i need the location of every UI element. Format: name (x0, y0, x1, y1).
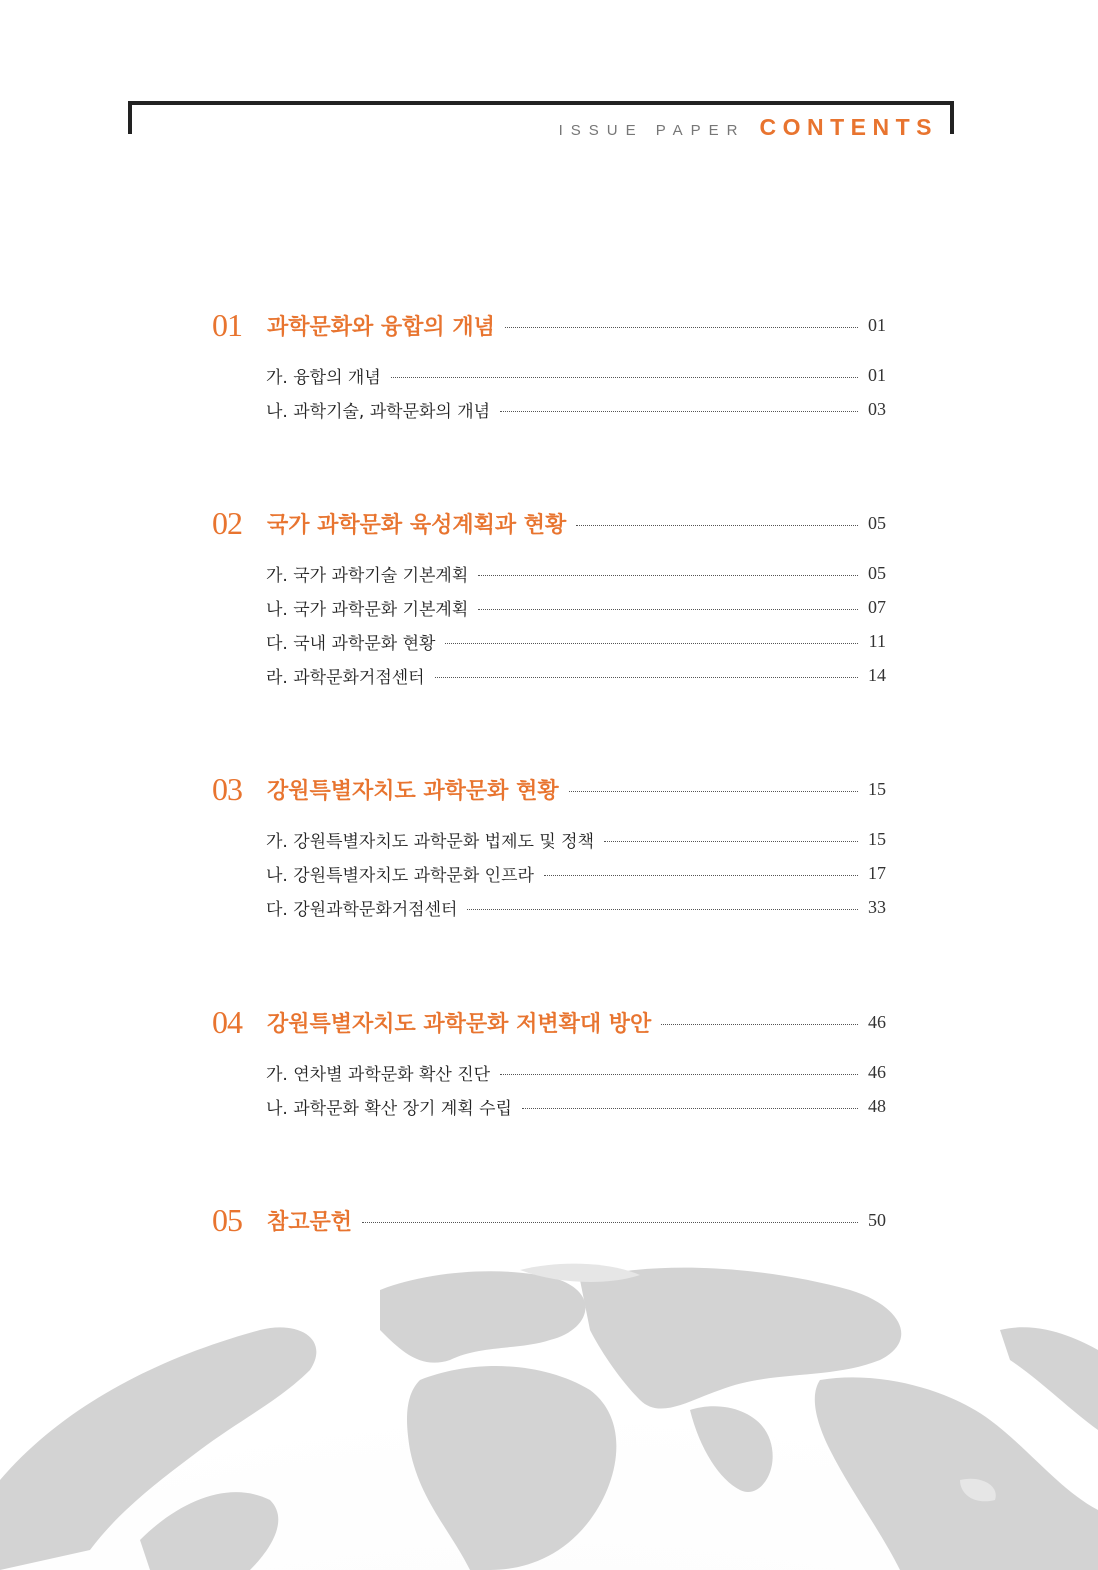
dot-leader (505, 327, 858, 328)
dot-leader (522, 1108, 858, 1109)
toc-item[interactable] (266, 595, 886, 620)
dot-leader (544, 875, 858, 876)
item-title: 나. 과학기술, 과학문화의 개념 (266, 402, 491, 422)
item-title: 나. 과학문화 확산 장기 계획 수립 (266, 1099, 512, 1119)
item-page: 48 (868, 1096, 886, 1116)
dot-leader (661, 1024, 858, 1025)
dot-leader (445, 643, 858, 644)
dot-leader (478, 575, 858, 576)
dot-leader (604, 841, 858, 842)
dot-leader (435, 677, 858, 678)
toc-item[interactable] (266, 397, 886, 422)
section-page: 50 (868, 1210, 886, 1230)
section-title: 강원특별자치도 과학문화 저변확대 방안 (267, 1012, 652, 1037)
toc-item[interactable] (266, 895, 886, 920)
item-title: 가. 연차별 과학문화 확산 진단 (266, 1065, 491, 1085)
section-page: 46 (868, 1012, 886, 1032)
section-title: 강원특별자치도 과학문화 현황 (267, 779, 559, 804)
item-title: 다. 강원과학문화거점센터 (266, 900, 458, 920)
header-subtitle: ISSUE PAPER (558, 122, 746, 139)
item-page: 03 (868, 399, 886, 419)
item-title: 가. 강원특별자치도 과학문화 법제도 및 정책 (266, 832, 595, 852)
toc-item[interactable] (266, 827, 886, 852)
section-page: 05 (868, 513, 886, 533)
toc-section-01[interactable] (212, 307, 886, 344)
item-page: 33 (868, 897, 886, 917)
toc-item[interactable] (266, 861, 886, 886)
toc-section-02[interactable] (212, 505, 886, 542)
section-page: 01 (868, 315, 886, 335)
dot-leader (391, 377, 858, 378)
item-title: 나. 강원특별자치도 과학문화 인프라 (266, 866, 534, 886)
dot-leader (362, 1222, 858, 1223)
dot-leader (467, 909, 858, 910)
toc-item[interactable] (266, 1094, 886, 1119)
section-page: 15 (868, 779, 886, 799)
item-page: 05 (868, 563, 886, 583)
section-number: 05 (212, 1202, 242, 1238)
toc-section-04[interactable] (212, 1004, 886, 1041)
section-title: 과학문화와 융합의 개념 (267, 315, 495, 340)
item-title: 다. 국내 과학문화 현황 (266, 634, 436, 654)
item-page: 14 (868, 665, 886, 685)
toc-section-05[interactable] (212, 1202, 886, 1239)
item-title: 가. 국가 과학기술 기본계획 (266, 566, 469, 586)
header-title: CONTENTS (759, 114, 938, 140)
section-title: 국가 과학문화 육성계획과 현황 (267, 513, 567, 538)
item-page: 46 (868, 1062, 886, 1082)
section-title: 참고문헌 (267, 1210, 353, 1235)
toc-item[interactable] (266, 629, 886, 654)
globe-map-illustration (0, 1250, 1098, 1570)
dot-leader (478, 609, 858, 610)
item-title: 나. 국가 과학문화 기본계획 (266, 600, 469, 620)
item-page: 11 (868, 631, 886, 651)
continent-shapes (0, 1268, 1098, 1570)
dot-leader (500, 1074, 858, 1075)
item-page: 07 (868, 597, 886, 617)
toc-item[interactable] (266, 363, 886, 388)
dot-leader (569, 791, 858, 792)
item-page: 17 (868, 863, 886, 883)
toc-section-03[interactable] (212, 771, 886, 808)
section-number: 03 (212, 771, 242, 807)
item-page: 15 (868, 829, 886, 849)
section-number: 02 (212, 505, 242, 541)
dot-leader (500, 411, 858, 412)
toc-item[interactable] (266, 663, 886, 688)
section-number: 01 (212, 307, 242, 343)
dot-leader (576, 525, 858, 526)
item-page: 01 (868, 365, 886, 385)
toc-item[interactable] (266, 1060, 886, 1085)
item-title: 가. 융합의 개념 (266, 368, 381, 388)
toc-item[interactable] (266, 561, 886, 586)
section-number: 04 (212, 1004, 242, 1040)
item-title: 라. 과학문화거점센터 (266, 668, 425, 688)
